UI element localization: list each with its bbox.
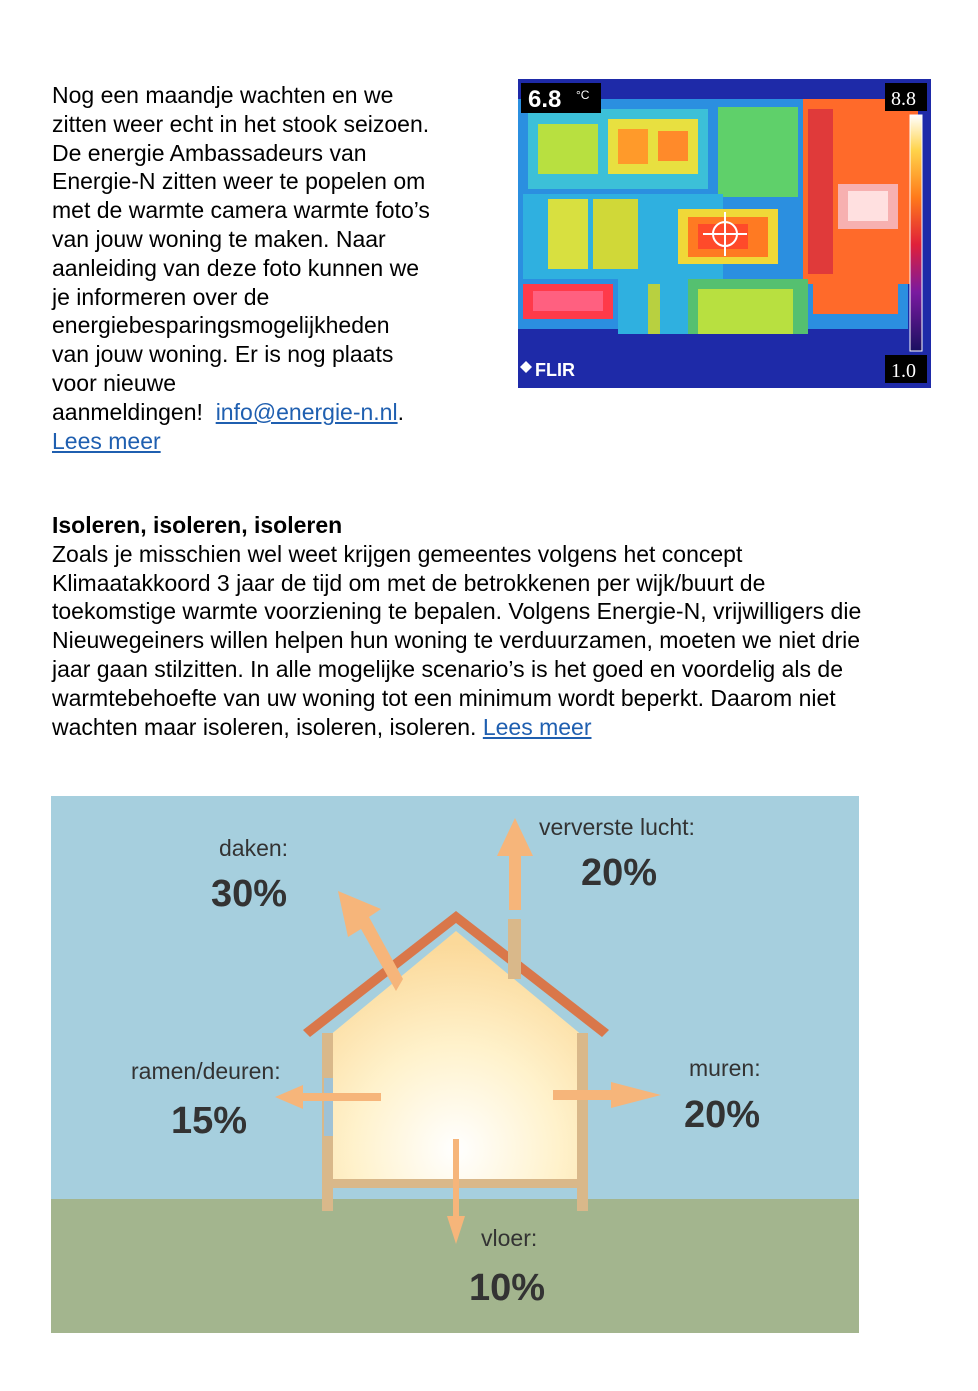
scale-max: 8.8 [891,88,916,110]
window-icon [324,1078,333,1136]
intro-line: aanleiding van deze foto kunnen we [52,254,420,281]
roofs-percentage: 30% [211,873,288,915]
temperature-scale-bar [910,115,922,351]
section-title: Isoleren, isoleren, isoleren [52,512,343,538]
scale-min: 1.0 [891,360,916,382]
intro-period: . [397,398,404,425]
read-more-link-section[interactable]: Lees meer [482,713,592,740]
walls-percentage: 20% [684,1094,761,1136]
heat-loss-illustration [51,796,859,1333]
insulation-section [52,511,952,741]
intro-line: voor nieuwe [52,369,177,396]
section-line: Nieuwegeiners willen helpen hun woning te verduurzamen, moeten we niet drie [52,627,861,654]
chimney-icon [508,919,521,979]
intro-read-more-line [52,427,492,456]
temperature-readout: 6.8 [528,86,562,113]
section-last-line [52,713,952,742]
section-line: Zoals je misschien wel weet krijgen gemeentes volgens het concept [52,540,743,567]
section-line: Klimaatakkoord 3 jaar de tijd om met de betrokkenen per wijk/buurt de [52,569,766,596]
flir-brand: FLIR [535,360,575,380]
roofs-label: daken: [219,835,289,861]
section-line: toekomstige warmte voorziening te bepalen. Volgens Energie-N, vrijwilligers die [52,598,862,625]
intro-last-line-text: aanmeldingen! [52,398,203,425]
intro-line: je informeren over de [52,283,270,310]
intro-line: energiebesparingsmogelijkheden [52,312,390,339]
intro-line: Nog een maandje wachten en we [52,82,394,108]
ventilation-label: ververste lucht: [539,814,695,840]
intro-line: van jouw woning te maken. Naar [52,225,386,252]
section-line: warmtebehoefte van uw woning tot een minimum wordt beperkt. Daarom niet [52,684,836,711]
windows-doors-percentage: 15% [171,1100,248,1142]
email-link[interactable]: info@energie-n.nl [215,398,398,425]
floor-percentage: 10% [469,1267,546,1309]
section-line: jaar gaan stilzitten. In alle mogelijke scenario’s is het goed en voordelig als de [52,655,843,682]
walls-label: muren: [689,1055,761,1081]
intro-line: met de warmte camera warmte foto’s [52,197,430,224]
temperature-unit: °C [576,88,590,102]
intro-last-line [52,398,492,427]
floor-label: vloer: [481,1225,538,1251]
intro-line: Energie-N zitten weer te popelen om [52,168,426,195]
intro-line: De energie Ambassadeurs van [52,139,367,166]
windows-doors-label: ramen/deuren: [131,1058,281,1084]
ventilation-percentage: 20% [581,852,658,894]
intro-paragraph [52,81,492,455]
thermal-camera-image [518,79,931,388]
section-last-line-text: wachten maar isoleren, isoleren, isoleren. [52,713,477,740]
house-diagram [51,796,859,1333]
intro-line: van jouw woning. Er is nog plaats [52,341,394,368]
intro-line: zitten weer echt in het stook seizoen. [52,110,430,137]
thermal-image-graphic [518,79,931,388]
read-more-link-intro[interactable]: Lees meer [52,427,161,454]
